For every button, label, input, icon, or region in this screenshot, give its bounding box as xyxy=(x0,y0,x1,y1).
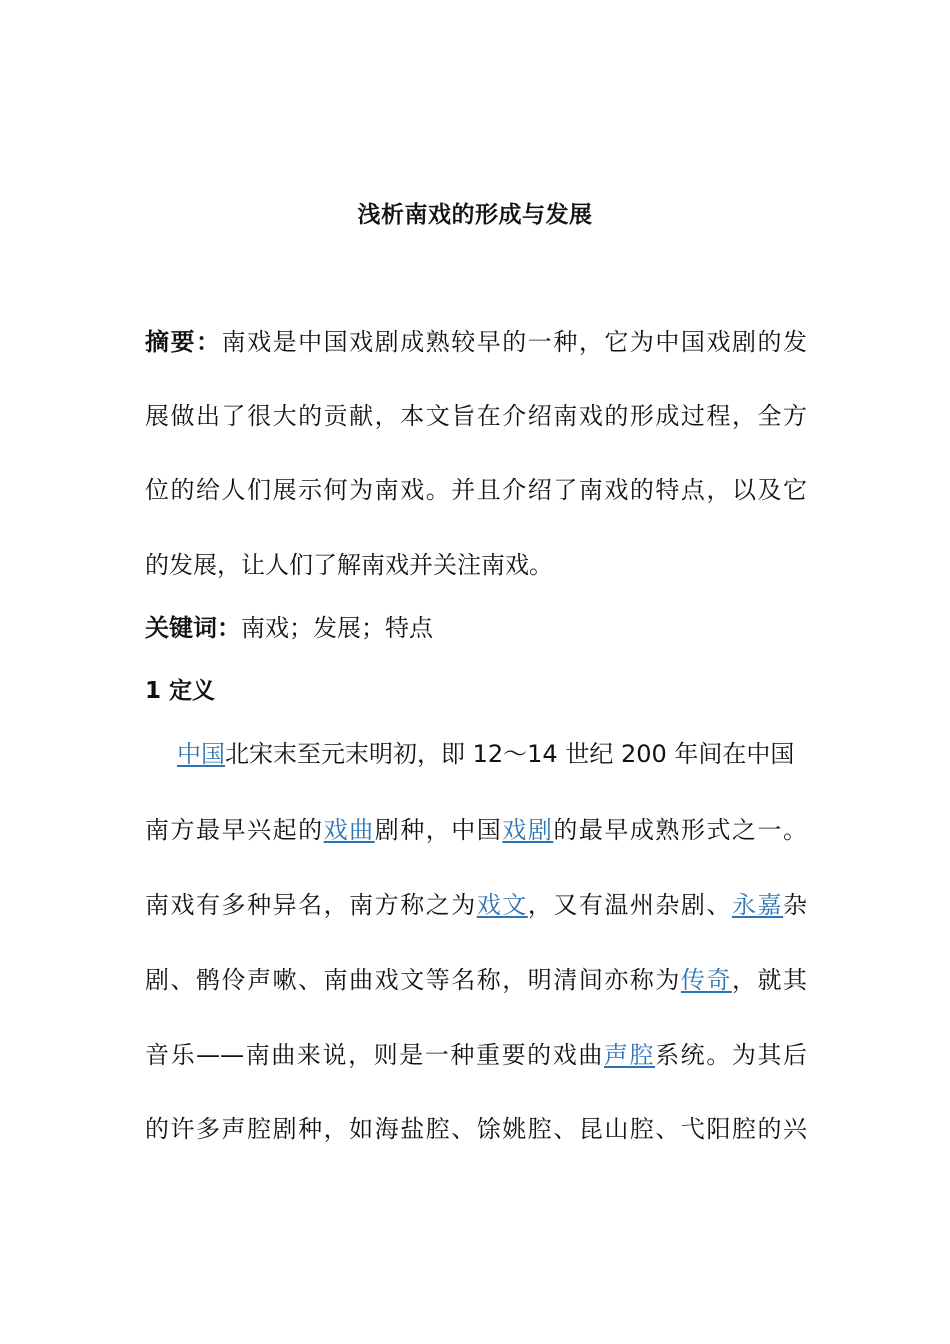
section-1-line-5-text-a: 音乐——南曲来说，则是一种重要的戏曲 xyxy=(145,1041,604,1069)
link-xiju[interactable]: 戏剧 xyxy=(502,816,554,844)
abstract-line-1 xyxy=(145,322,807,357)
abstract-line-3: 位的给人们展示何为南戏。并且介绍了南戏的特点，以及它 xyxy=(145,476,807,504)
link-shengqiang[interactable]: 声腔 xyxy=(603,1041,656,1069)
document-title: 浅析南戏的形成与发展 xyxy=(357,202,593,228)
section-1-line-2-text-c: 的最早成熟形式之一。 xyxy=(553,816,808,844)
link-yongjia[interactable]: 永嘉 xyxy=(731,891,784,919)
section-1-line-4 xyxy=(145,960,807,995)
section-1-line-2 xyxy=(145,810,807,845)
abstract-label: 摘要： xyxy=(145,328,222,356)
section-1-line-6: 的许多声腔剧种，如海盐腔、馀姚腔、昆山腔、弋阳腔的兴 xyxy=(145,1115,807,1143)
abstract-text-1: 南戏是中国戏剧成熟较早的一种，它为中国戏剧的发 xyxy=(221,328,808,356)
section-1-line-5 xyxy=(145,1035,807,1070)
abstract-line-4: 的发展，让人们了解南戏并关注南戏。 xyxy=(145,551,553,579)
abstract-line-2: 展做出了很大的贡献，本文旨在介绍南戏的形成过程，全方 xyxy=(145,402,807,430)
section-1-line-3-text-a: 南戏有多种异名，南方称之为 xyxy=(145,891,477,919)
section-1-line-4-text-b: ，就其 xyxy=(731,966,808,994)
link-zhongguo[interactable]: 中国 xyxy=(177,740,225,768)
section-1-line-1-text: 北宋末至元末明初，即 12～14 世纪 200 年间在中国 xyxy=(225,740,795,768)
section-1-line-3-text-c: 杂 xyxy=(783,891,808,919)
keywords-text: 南戏；发展；特点 xyxy=(241,614,433,642)
link-xiqu[interactable]: 戏曲 xyxy=(323,816,375,844)
section-1-line-2-text-a: 南方最早兴起的 xyxy=(145,816,324,844)
link-chuanqi[interactable]: 传奇 xyxy=(680,966,732,994)
section-1-line-3 xyxy=(145,885,807,920)
section-1-line-1 xyxy=(177,734,794,769)
section-1-line-3-text-b: ，又有温州杂剧、 xyxy=(527,891,732,919)
section-1-line-5-text-b: 系统。为其后 xyxy=(655,1041,808,1069)
keywords-label: 关键词： xyxy=(145,614,241,642)
section-1-line-4-text-a: 剧、鹘伶声嗽、南曲戏文等名称，明清间亦称为 xyxy=(145,966,681,994)
section-1-line-2-text-b: 剧种，中国 xyxy=(374,816,503,844)
section-1-heading: 1 定义 xyxy=(145,678,216,704)
keywords-line xyxy=(145,608,433,643)
link-xiwen[interactable]: 戏文 xyxy=(476,891,528,919)
